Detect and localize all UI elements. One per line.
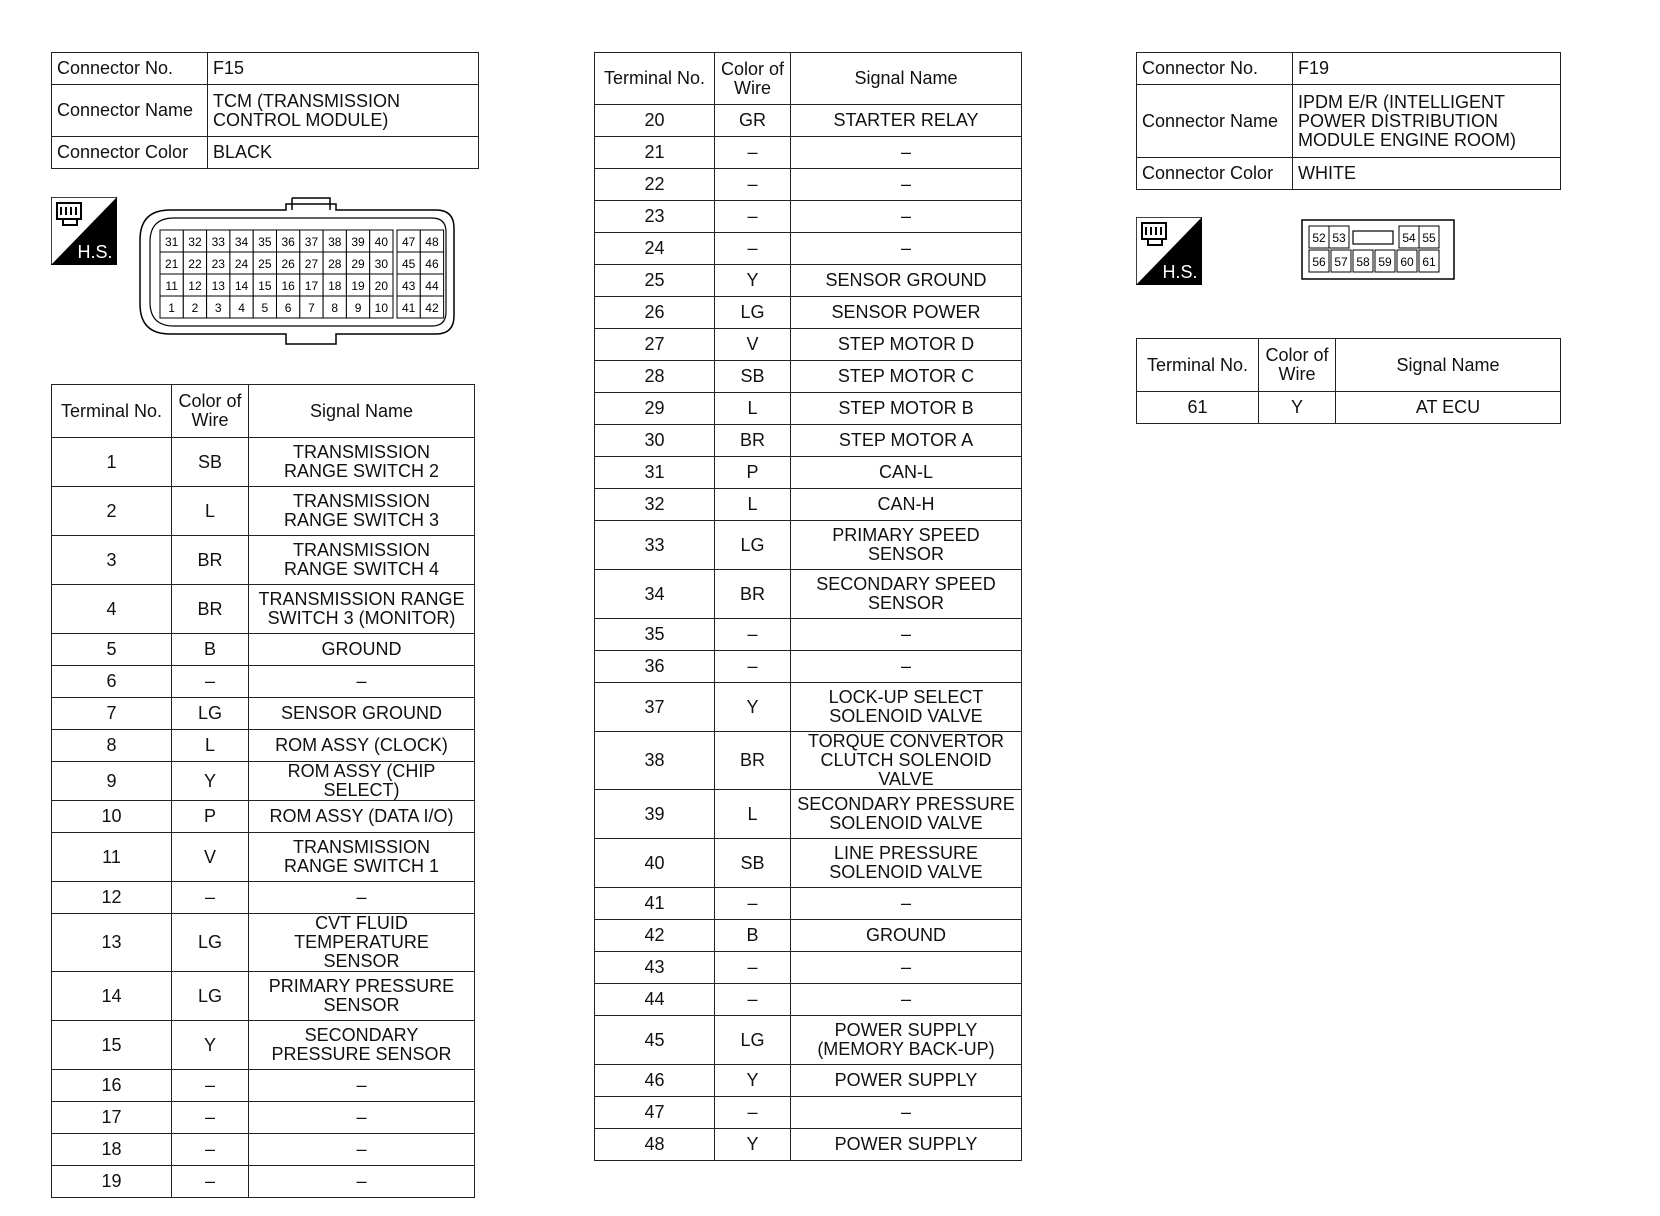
connector-pin-number: 9: [354, 301, 362, 315]
connector-pin-number: 30: [374, 257, 389, 271]
signal-name-header: Signal Name: [791, 53, 1022, 105]
connector-pin-number: 39: [351, 235, 365, 249]
wire-color-cell: Y: [715, 683, 791, 732]
terminal-no-cell: 6: [52, 666, 172, 698]
terminal-row: [595, 297, 1022, 329]
wire-color-cell: LG: [172, 914, 249, 972]
f15-terminal-table-2: [594, 52, 1022, 1161]
terminal-no-cell: 19: [52, 1166, 172, 1198]
signal-name-cell: –: [791, 169, 1022, 201]
terminal-no-cell: 33: [595, 521, 715, 570]
wire-color-cell: L: [715, 393, 791, 425]
terminal-row: [595, 105, 1022, 137]
terminal-row: [595, 233, 1022, 265]
terminal-no-cell: 28: [595, 361, 715, 393]
terminal-row: [595, 839, 1022, 888]
connector-pin-number: 41: [401, 301, 416, 315]
terminal-no-header: Terminal No.: [52, 385, 172, 438]
connector-pin-number: 32: [188, 235, 202, 249]
terminal-no-cell: 12: [52, 882, 172, 914]
terminal-row: [595, 457, 1022, 489]
connector-pin-number: 13: [211, 279, 225, 293]
color-of-wire-header: Color of Wire: [172, 385, 249, 438]
f15-terminal-table-1: [51, 384, 475, 1198]
connector-pin-number: 14: [234, 279, 249, 293]
terminal-row: [595, 1065, 1022, 1097]
f15-connector-info-table: [51, 52, 479, 169]
terminal-no-cell: 23: [595, 201, 715, 233]
terminal-no-cell: 43: [595, 952, 715, 984]
terminal-row: [595, 651, 1022, 683]
signal-name-header: Signal Name: [249, 385, 475, 438]
hs-harness-side-icon: [1136, 217, 1202, 285]
wire-color-cell: L: [172, 487, 249, 536]
connector-pin-number: 10: [374, 301, 389, 315]
terminal-no-cell: 18: [52, 1134, 172, 1166]
hs-badge-label: H.S.: [1162, 262, 1198, 282]
connector-pin-number: 37: [304, 235, 319, 249]
connector-pin-number: 53: [1332, 231, 1346, 245]
terminal-no-cell: 17: [52, 1102, 172, 1134]
connector-pin-number: 12: [188, 279, 202, 293]
terminal-row: [52, 730, 475, 762]
wire-color-cell: GR: [715, 105, 791, 137]
wire-color-cell: B: [715, 920, 791, 952]
terminal-row: [52, 914, 475, 972]
terminal-no-cell: 8: [52, 730, 172, 762]
f15-connector-color: BLACK: [208, 137, 479, 169]
wire-color-cell: –: [715, 952, 791, 984]
wire-color-cell: BR: [715, 732, 791, 790]
color-of-wire-header: Color of Wire: [715, 53, 791, 105]
f15-connector-face-diagram: [136, 196, 472, 357]
terminal-row: [595, 1016, 1022, 1065]
terminal-no-cell: 29: [595, 393, 715, 425]
terminal-row: [1137, 392, 1561, 424]
signal-name-cell: STEP MOTOR D: [791, 329, 1022, 361]
wire-color-cell: BR: [715, 570, 791, 619]
terminal-no-cell: 2: [52, 487, 172, 536]
signal-name-cell: STEP MOTOR C: [791, 361, 1022, 393]
connector-lock-tab: [1353, 231, 1393, 244]
wire-color-cell: Y: [715, 1065, 791, 1097]
connector-pin-number: 34: [234, 235, 249, 249]
terminal-row: [52, 1102, 475, 1134]
signal-name-cell: SENSOR GROUND: [791, 265, 1022, 297]
terminal-row: [52, 698, 475, 730]
connector-pin-number: 40: [374, 235, 389, 249]
terminal-row: [595, 1129, 1022, 1161]
signal-name-cell: TRANSMISSION RANGE SWITCH 3 (MONITOR): [249, 585, 475, 634]
connector-pin-number: 23: [211, 257, 225, 271]
connector-pin-number: 20: [374, 279, 389, 293]
signal-name-cell: SECONDARY PRESSURE SOLENOID VALVE: [791, 790, 1022, 839]
signal-name-cell: –: [791, 619, 1022, 651]
wire-color-cell: –: [715, 1097, 791, 1129]
signal-name-cell: PRIMARY PRESSURE SENSOR: [249, 972, 475, 1021]
terminal-row: [52, 585, 475, 634]
connector-pin-number: 21: [164, 257, 179, 271]
connector-no-label: Connector No.: [1137, 53, 1293, 85]
wire-color-cell: B: [172, 634, 249, 666]
connector-pin-number: 25: [258, 257, 272, 271]
signal-name-cell: LINE PRESSURE SOLENOID VALVE: [791, 839, 1022, 888]
signal-name-cell: ROM ASSY (CLOCK): [249, 730, 475, 762]
hs-badge-label: H.S.: [77, 242, 113, 262]
connector-no-label: Connector No.: [52, 53, 208, 85]
wire-color-cell: –: [172, 1070, 249, 1102]
connector-pin-number: 60: [1400, 255, 1414, 269]
signal-name-cell: TRANSMISSION RANGE SWITCH 2: [249, 438, 475, 487]
terminal-no-header: Terminal No.: [595, 53, 715, 105]
terminal-no-cell: 22: [595, 169, 715, 201]
connector-pin-number: 59: [1378, 255, 1392, 269]
connector-pin-number: 17: [304, 279, 319, 293]
wire-color-cell: SB: [715, 361, 791, 393]
terminal-no-cell: 36: [595, 651, 715, 683]
terminal-row: [595, 137, 1022, 169]
wire-color-cell: SB: [715, 839, 791, 888]
connector-pin-number: 47: [401, 235, 416, 249]
wire-color-cell: –: [172, 666, 249, 698]
f19-connector-no: F19: [1293, 53, 1561, 85]
terminal-row: [52, 1070, 475, 1102]
terminal-no-cell: 40: [595, 839, 715, 888]
signal-name-cell: STEP MOTOR A: [791, 425, 1022, 457]
connector-pin-number: 16: [281, 279, 295, 293]
connector-pin-number: 28: [328, 257, 342, 271]
wire-color-cell: LG: [715, 1016, 791, 1065]
wire-color-cell: –: [715, 137, 791, 169]
wire-color-cell: –: [172, 1134, 249, 1166]
signal-name-cell: GROUND: [249, 634, 475, 666]
signal-name-cell: AT ECU: [1336, 392, 1561, 424]
signal-name-cell: STEP MOTOR B: [791, 393, 1022, 425]
connector-pin-number: 48: [425, 235, 439, 249]
terminal-row: [595, 570, 1022, 619]
hs-harness-side-icon: [51, 197, 117, 265]
wire-color-cell: –: [715, 888, 791, 920]
wire-color-cell: –: [715, 619, 791, 651]
wire-color-cell: V: [172, 833, 249, 882]
signal-name-cell: STARTER RELAY: [791, 105, 1022, 137]
connector-pin-number: 38: [328, 235, 342, 249]
terminal-no-cell: 46: [595, 1065, 715, 1097]
terminal-no-cell: 9: [52, 762, 172, 801]
terminal-row: [595, 265, 1022, 297]
terminal-row: [595, 425, 1022, 457]
wire-color-cell: Y: [1259, 392, 1336, 424]
connector-pin-number: 15: [258, 279, 272, 293]
signal-name-cell: –: [791, 137, 1022, 169]
wire-color-cell: Y: [172, 1021, 249, 1070]
connector-pin-number: 5: [261, 301, 269, 315]
signal-name-cell: –: [791, 984, 1022, 1016]
signal-name-header: Signal Name: [1336, 339, 1561, 392]
terminal-no-cell: 7: [52, 698, 172, 730]
wire-color-cell: BR: [172, 536, 249, 585]
signal-name-cell: –: [791, 651, 1022, 683]
wire-color-cell: LG: [172, 698, 249, 730]
connector-pin-number: 22: [188, 257, 202, 271]
terminal-no-cell: 14: [52, 972, 172, 1021]
terminal-row: [52, 762, 475, 801]
connector-color-label: Connector Color: [52, 137, 208, 169]
signal-name-cell: –: [791, 1097, 1022, 1129]
signal-name-cell: CAN-L: [791, 457, 1022, 489]
signal-name-cell: –: [249, 1134, 475, 1166]
terminal-row: [595, 732, 1022, 790]
f19-terminal-table: [1136, 338, 1561, 424]
terminal-no-cell: 32: [595, 489, 715, 521]
wire-color-cell: LG: [715, 297, 791, 329]
connector-pin-number: 57: [1334, 255, 1348, 269]
terminal-no-cell: 26: [595, 297, 715, 329]
signal-name-cell: –: [791, 201, 1022, 233]
wire-color-cell: L: [715, 790, 791, 839]
terminal-no-cell: 16: [52, 1070, 172, 1102]
signal-name-cell: GROUND: [791, 920, 1022, 952]
connector-pin-number: 44: [425, 279, 439, 293]
connector-pin-number: 18: [328, 279, 342, 293]
terminal-no-cell: 20: [595, 105, 715, 137]
f19-connector-name: IPDM E/R (INTELLIGENT POWER DISTRIBUTION MODULE ENGINE ROOM): [1293, 85, 1561, 158]
connector-pin-number: 27: [304, 257, 319, 271]
wire-color-cell: –: [715, 651, 791, 683]
wire-color-cell: LG: [715, 521, 791, 570]
f19-connector-info-table: [1136, 52, 1561, 190]
connector-pin-number: 45: [401, 257, 416, 271]
terminal-no-cell: 25: [595, 265, 715, 297]
connector-pin-number: 46: [425, 257, 439, 271]
signal-name-cell: –: [249, 1102, 475, 1134]
signal-name-cell: –: [249, 666, 475, 698]
terminal-row: [52, 801, 475, 833]
connector-pin-number: 19: [351, 279, 365, 293]
terminal-no-cell: 3: [52, 536, 172, 585]
wire-color-cell: L: [172, 730, 249, 762]
terminal-no-cell: 27: [595, 329, 715, 361]
terminal-no-cell: 35: [595, 619, 715, 651]
signal-name-cell: PRIMARY SPEED SENSOR: [791, 521, 1022, 570]
terminal-row: [52, 1021, 475, 1070]
terminal-no-cell: 31: [595, 457, 715, 489]
terminal-row: [595, 888, 1022, 920]
signal-name-cell: SENSOR POWER: [791, 297, 1022, 329]
terminal-row: [52, 882, 475, 914]
terminal-row: [52, 487, 475, 536]
connector-pin-number: 2: [191, 301, 199, 315]
connector-pin-number: 26: [281, 257, 295, 271]
signal-name-cell: SECONDARY PRESSURE SENSOR: [249, 1021, 475, 1070]
wire-color-cell: SB: [172, 438, 249, 487]
terminal-no-cell: 61: [1137, 392, 1259, 424]
terminal-no-cell: 48: [595, 1129, 715, 1161]
wire-color-cell: –: [715, 169, 791, 201]
terminal-row: [52, 1166, 475, 1198]
terminal-row: [595, 920, 1022, 952]
terminal-row: [52, 833, 475, 882]
connector-pin-number: 11: [165, 279, 178, 293]
wire-color-cell: –: [172, 1102, 249, 1134]
terminal-row: [595, 984, 1022, 1016]
connector-pin-number: 54: [1402, 231, 1416, 245]
connector-pin-number: 3: [214, 301, 222, 315]
signal-name-cell: ROM ASSY (DATA I/O): [249, 801, 475, 833]
connector-pin-number: 36: [281, 235, 295, 249]
terminal-no-cell: 21: [595, 137, 715, 169]
terminal-no-cell: 44: [595, 984, 715, 1016]
wire-color-cell: LG: [172, 972, 249, 1021]
terminal-no-cell: 15: [52, 1021, 172, 1070]
f15-connector-name: TCM (TRANSMISSION CONTROL MODULE): [208, 85, 479, 137]
terminal-no-cell: 4: [52, 585, 172, 634]
terminal-no-cell: 39: [595, 790, 715, 839]
wire-color-cell: –: [715, 233, 791, 265]
f19-connector-color: WHITE: [1293, 158, 1561, 190]
connector-pin-number: 7: [308, 301, 315, 315]
connector-pin-number: 24: [234, 257, 249, 271]
color-of-wire-header: Color of Wire: [1259, 339, 1336, 392]
signal-name-cell: TRANSMISSION RANGE SWITCH 4: [249, 536, 475, 585]
terminal-no-cell: 5: [52, 634, 172, 666]
terminal-row: [52, 666, 475, 698]
terminal-no-cell: 13: [52, 914, 172, 972]
terminal-row: [52, 634, 475, 666]
terminal-row: [52, 536, 475, 585]
connector-pin-number: 35: [258, 235, 272, 249]
terminal-no-cell: 24: [595, 233, 715, 265]
connector-pin-number: 58: [1356, 255, 1370, 269]
connector-pin-number: 6: [284, 301, 292, 315]
terminal-row: [52, 1134, 475, 1166]
terminal-no-cell: 30: [595, 425, 715, 457]
connector-pin-number: 1: [168, 301, 175, 315]
terminal-no-cell: 45: [595, 1016, 715, 1065]
terminal-no-cell: 37: [595, 683, 715, 732]
terminal-row: [595, 329, 1022, 361]
wire-color-cell: V: [715, 329, 791, 361]
terminal-no-cell: 42: [595, 920, 715, 952]
terminal-no-cell: 47: [595, 1097, 715, 1129]
terminal-row: [595, 683, 1022, 732]
connector-color-label: Connector Color: [1137, 158, 1293, 190]
wire-color-cell: L: [715, 489, 791, 521]
terminal-row: [595, 1097, 1022, 1129]
signal-name-cell: LOCK-UP SELECT SOLENOID VALVE: [791, 683, 1022, 732]
connector-pin-number: 31: [164, 235, 179, 249]
terminal-row: [595, 521, 1022, 570]
terminal-no-cell: 1: [52, 438, 172, 487]
signal-name-cell: –: [249, 1070, 475, 1102]
connector-pin-number: 42: [425, 301, 439, 315]
wire-color-cell: P: [172, 801, 249, 833]
terminal-row: [595, 169, 1022, 201]
signal-name-cell: CVT FLUID TEMPERATURE SENSOR: [249, 914, 475, 972]
terminal-row: [52, 972, 475, 1021]
terminal-row: [595, 361, 1022, 393]
connector-pin-number: 56: [1312, 255, 1326, 269]
wire-color-cell: BR: [715, 425, 791, 457]
connector-pin-number: 52: [1312, 231, 1326, 245]
terminal-no-cell: 11: [52, 833, 172, 882]
terminal-no-cell: 34: [595, 570, 715, 619]
signal-name-cell: –: [791, 952, 1022, 984]
terminal-no-header: Terminal No.: [1137, 339, 1259, 392]
connector-pin-number: 55: [1422, 231, 1436, 245]
signal-name-cell: –: [249, 1166, 475, 1198]
f19-connector-face-diagram: [1301, 219, 1456, 286]
terminal-row: [595, 619, 1022, 651]
terminal-row: [595, 201, 1022, 233]
signal-name-cell: TRANSMISSION RANGE SWITCH 1: [249, 833, 475, 882]
signal-name-cell: –: [791, 233, 1022, 265]
connector-name-label: Connector Name: [1137, 85, 1293, 158]
connector-pin-number: 4: [238, 301, 245, 315]
terminal-row: [595, 952, 1022, 984]
signal-name-cell: SECONDARY SPEED SENSOR: [791, 570, 1022, 619]
wire-color-cell: –: [172, 882, 249, 914]
wire-color-cell: Y: [715, 1129, 791, 1161]
signal-name-cell: SENSOR GROUND: [249, 698, 475, 730]
signal-name-cell: POWER SUPPLY: [791, 1065, 1022, 1097]
signal-name-cell: TORQUE CONVERTOR CLUTCH SOLENOID VALVE: [791, 732, 1022, 790]
signal-name-cell: –: [249, 882, 475, 914]
connector-name-label: Connector Name: [52, 85, 208, 137]
connector-pin-number: 29: [351, 257, 365, 271]
connector-pin-number: 61: [1422, 255, 1436, 269]
wire-color-cell: BR: [172, 585, 249, 634]
terminal-no-cell: 41: [595, 888, 715, 920]
wire-color-cell: Y: [172, 762, 249, 801]
terminal-row: [595, 790, 1022, 839]
terminal-no-cell: 38: [595, 732, 715, 790]
wire-color-cell: –: [715, 984, 791, 1016]
connector-pin-number: 43: [401, 279, 416, 293]
f15-connector-no: F15: [208, 53, 479, 85]
signal-name-cell: TRANSMISSION RANGE SWITCH 3: [249, 487, 475, 536]
terminal-row: [595, 393, 1022, 425]
terminal-row: [52, 438, 475, 487]
terminal-row: [595, 489, 1022, 521]
signal-name-cell: CAN-H: [791, 489, 1022, 521]
wire-color-cell: –: [715, 201, 791, 233]
terminal-no-cell: 10: [52, 801, 172, 833]
connector-pin-number: 8: [331, 301, 339, 315]
connector-pin-number: 33: [211, 235, 225, 249]
wire-color-cell: P: [715, 457, 791, 489]
signal-name-cell: POWER SUPPLY: [791, 1129, 1022, 1161]
signal-name-cell: ROM ASSY (CHIP SELECT): [249, 762, 475, 801]
wire-color-cell: Y: [715, 265, 791, 297]
wire-color-cell: –: [172, 1166, 249, 1198]
signal-name-cell: –: [791, 888, 1022, 920]
signal-name-cell: POWER SUPPLY (MEMORY BACK-UP): [791, 1016, 1022, 1065]
